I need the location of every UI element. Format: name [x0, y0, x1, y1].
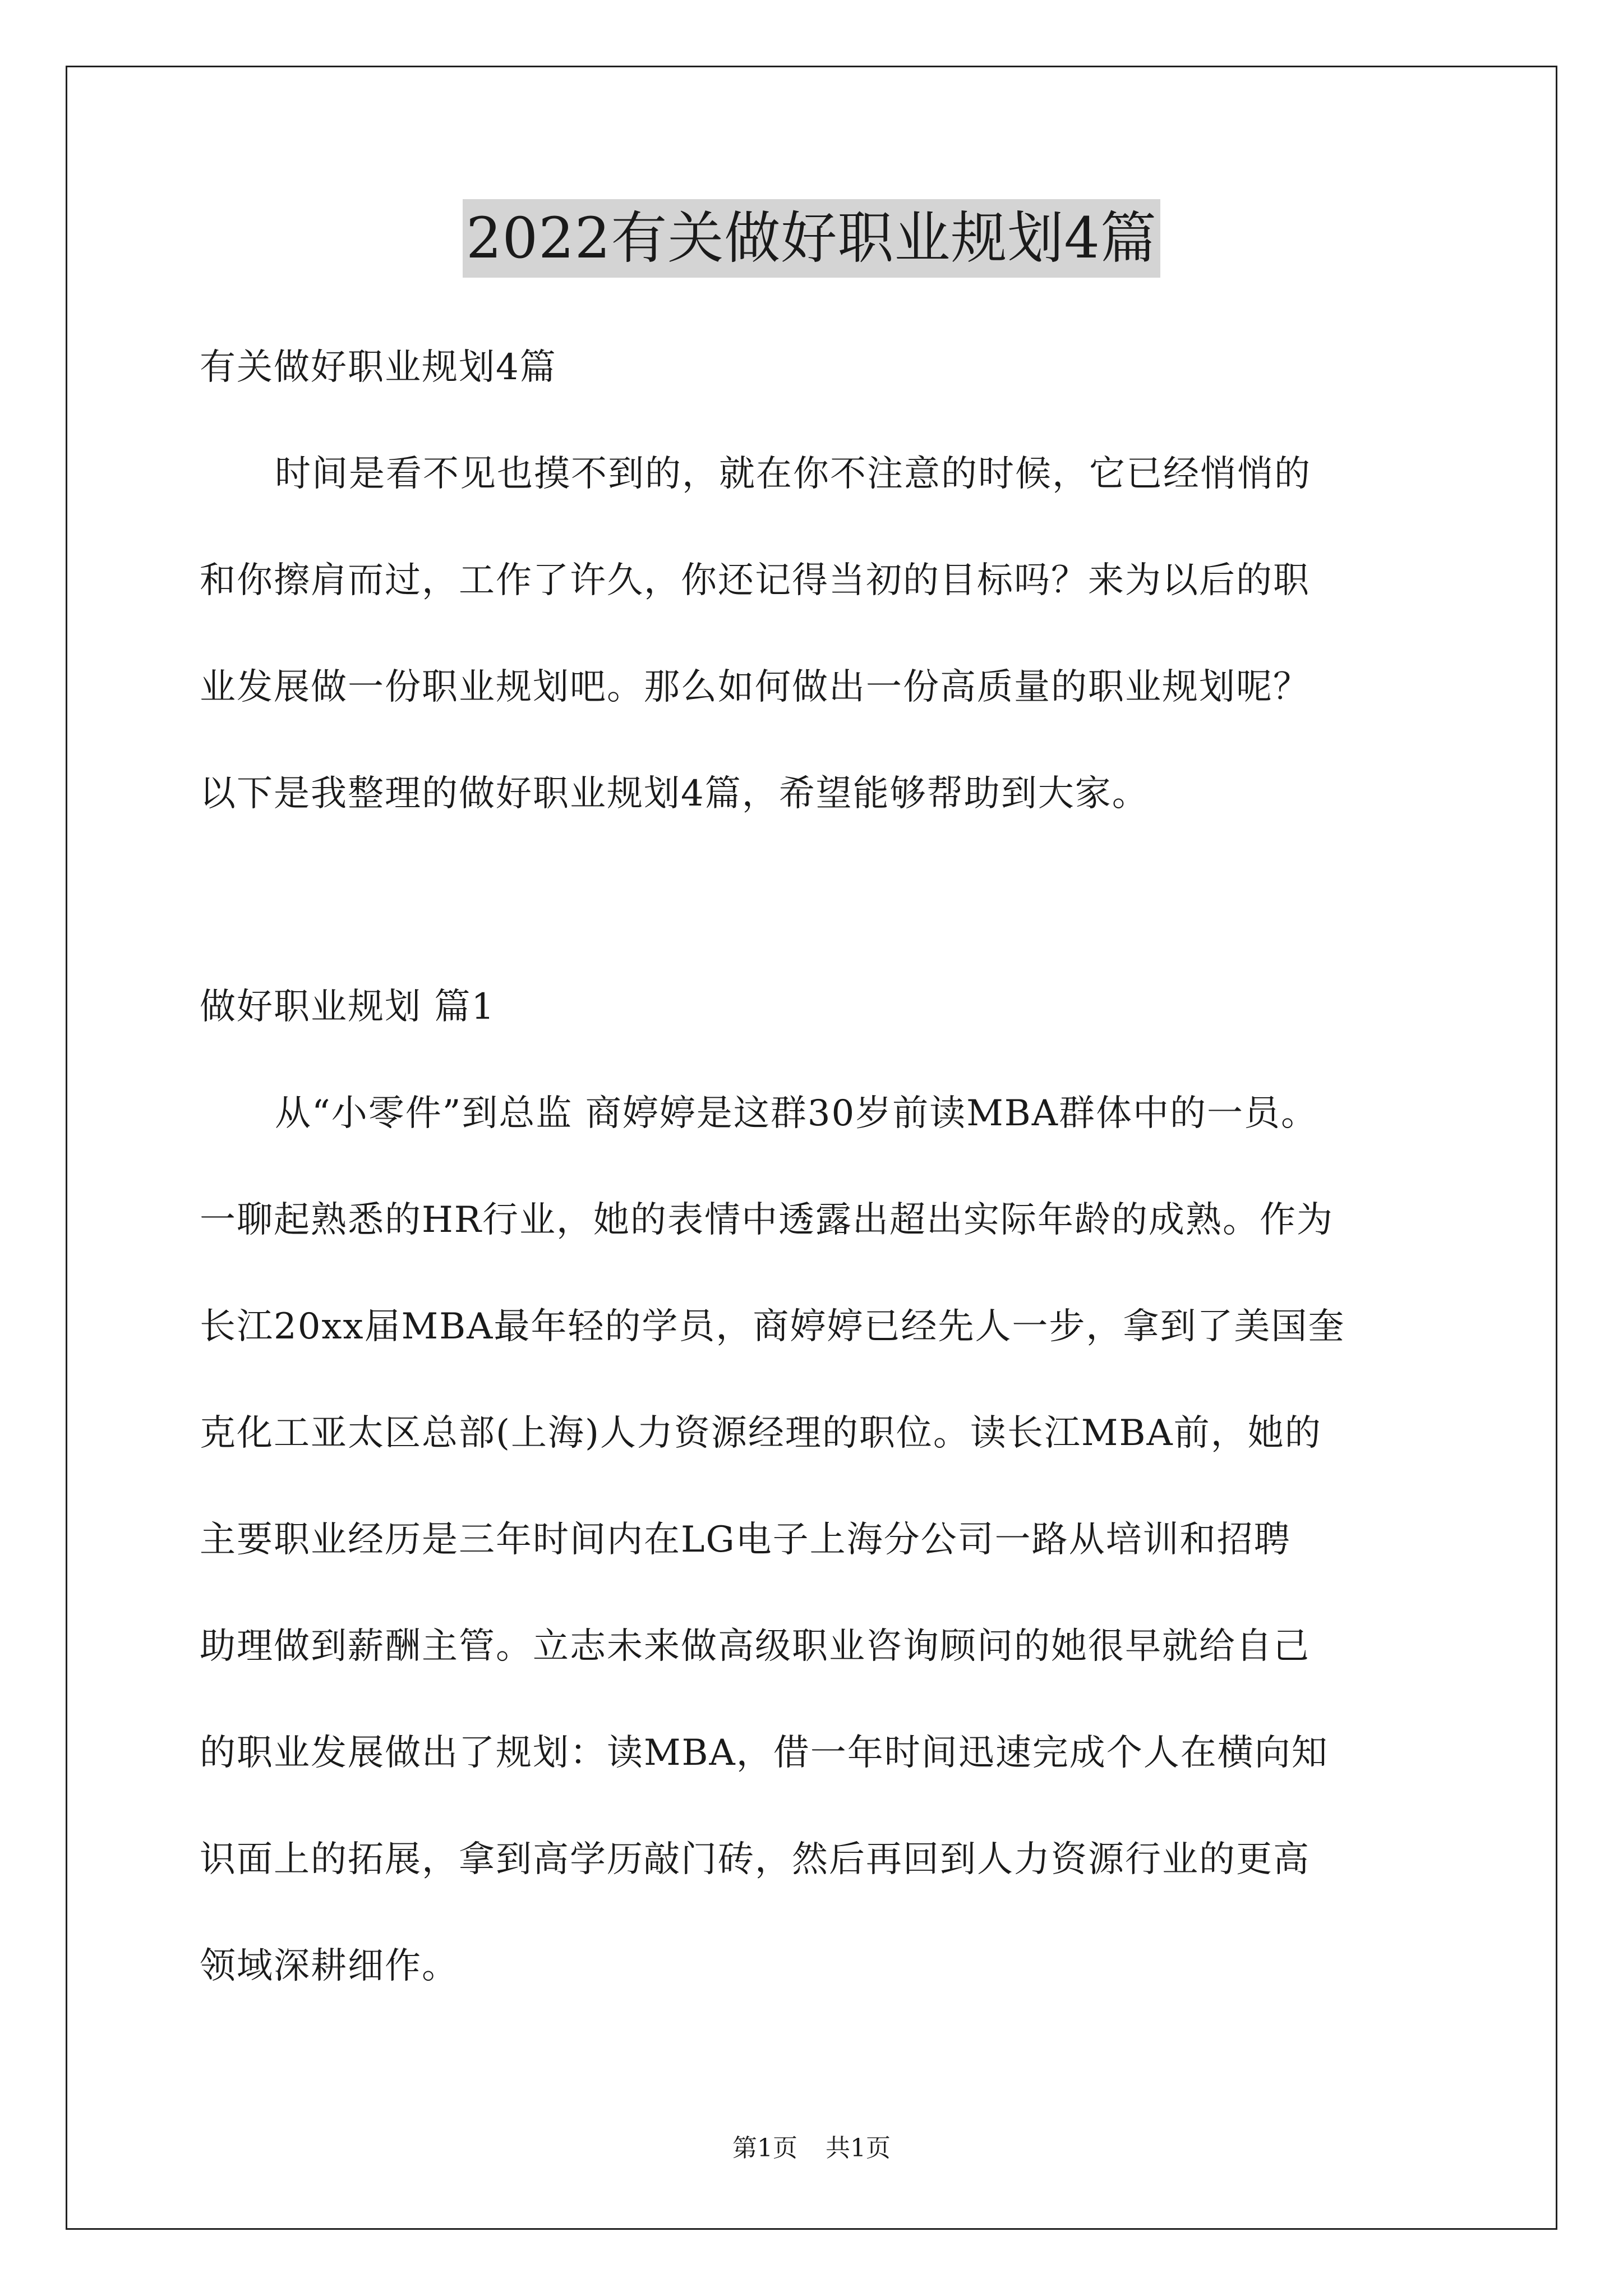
page-number-total: 共1页 [826, 2134, 891, 2162]
section-line: 助理做到薪酬主管。立志未来做高级职业咨询顾问的她很早就给自己 [200, 1626, 1310, 1667]
intro-line: 和你擦肩而过，工作了许久，你还记得当初的目标吗？来为以后的职 [200, 560, 1310, 601]
document-body [200, 314, 1433, 2019]
section-line: 识面上的拓展，拿到高学历敲门砖，然后再回到人力资源行业的更高 [200, 1839, 1310, 1880]
section-line: 长江20xx届MBA最年轻的学员，商婷婷已经先人一步，拿到了美国奎 [200, 1306, 1345, 1347]
intro-line: 以下是我整理的做好职业规划4篇，希望能够帮助到大家。 [200, 773, 1149, 815]
section-line: 从“小零件”到总监 商婷婷是这群30岁前读MBA群体中的一员。 [275, 1093, 1318, 1134]
intro-line: 时间是看不见也摸不到的，就在你不注意的时候，它已经悄悄的 [275, 453, 1311, 495]
document-title: 2022有关做好职业规划4篇 [463, 199, 1160, 278]
section-spacer [200, 847, 1433, 954]
section-line: 主要职业经历是三年时间内在LG电子上海分公司一路从培训和招聘 [200, 1519, 1291, 1561]
section-line: 克化工亚太区总部(上海)人力资源经理的职位。读长江MBA前，她的 [200, 1412, 1322, 1454]
section-line: 一聊起熟悉的HR行业，她的表情中透露出超出实际年龄的成熟。作为 [200, 1199, 1334, 1241]
document-subtitle: 有关做好职业规划4篇 [200, 347, 557, 388]
page-number-current: 第1页 [732, 2134, 797, 2162]
intro-line: 业发展做一份职业规划吧。那么如何做出一份高质量的职业规划呢？ [200, 666, 1310, 708]
title-container [0, 199, 1623, 278]
section-line: 领域深耕细作。 [200, 1945, 459, 1987]
page-footer [0, 2132, 1623, 2165]
section-heading: 做好职业规划 篇1 [200, 986, 496, 1028]
section-line: 的职业发展做出了规划：读MBA，借一年时间迅速完成个人在横向知 [200, 1732, 1329, 1774]
